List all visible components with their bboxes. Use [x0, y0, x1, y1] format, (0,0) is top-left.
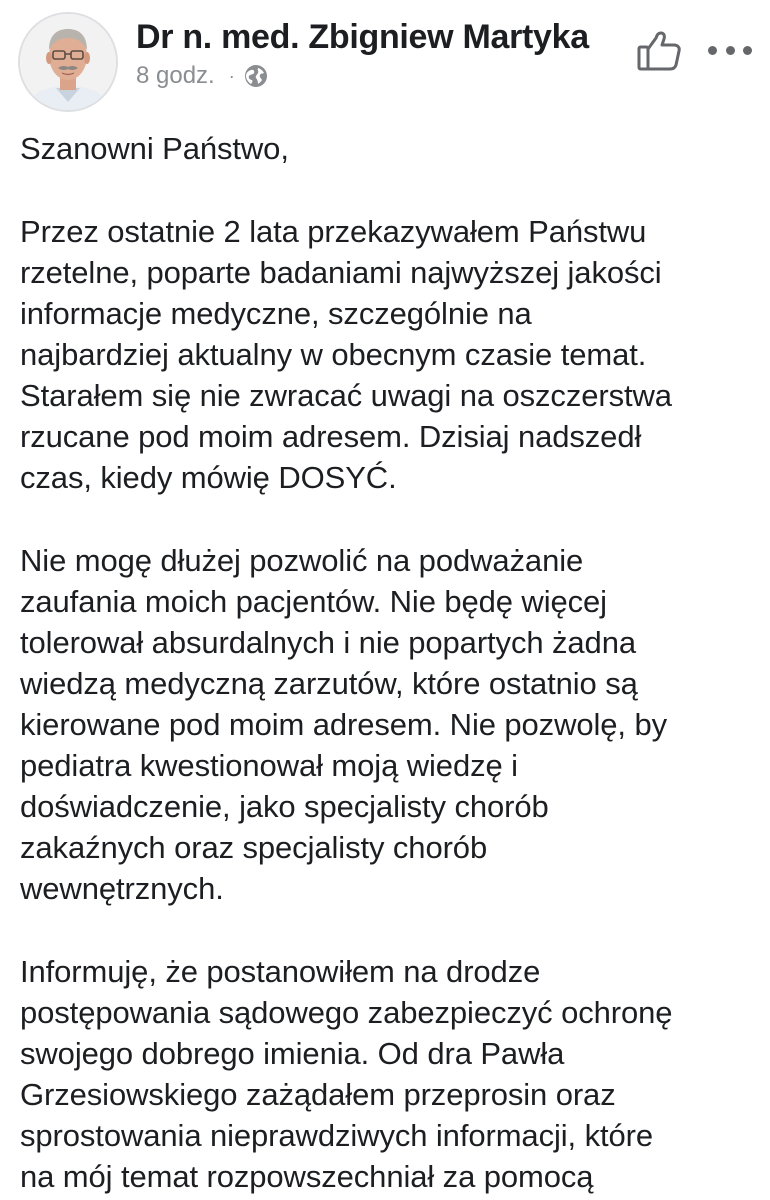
post-meta [136, 61, 269, 91]
post-paragraph-1: Przez ostatnie 2 lata przekazywałem Państwu rzetelne, poparte badaniami najwyższej jakości informacje medyczne, szczególnie na najbardziej aktualny w obecnym czasie temat. Starałem się nie zwracać uwagi na oszczerstwa rzucane pod moim adresem. Dzisiaj nadszedł czas, kiedy mówię DOSYĆ. [20, 214, 672, 495]
author-name[interactable]: Dr n. med. Zbigniew Martyka [136, 18, 589, 56]
meta-separator: · [228, 65, 235, 86]
post-paragraph-3: Informuję, że postanowiłem na drodze postępowania sądowego zabezpieczyć ochronę swojego dobrego imienia. Od dra Pawła Grzesiowskiego zażądałem przeprosin oraz sprostowania nieprawdziwych informacji, które na mój temat rozpowszechniał za pomocą [20, 954, 673, 1194]
post-header [0, 0, 770, 120]
post-timestamp[interactable]: 8 godz. [136, 62, 215, 89]
post-paragraph-greeting: Szanowni Państwo, [20, 131, 289, 166]
more-dot [726, 46, 735, 55]
post-body [20, 128, 755, 1200]
thumbs-up-icon [636, 30, 682, 72]
globe-icon [243, 63, 269, 89]
post-paragraph-2: Nie mogę dłużej pozwolić na podważanie zaufania moich pacjentów. Nie będę więcej tolerował absurdalnych i nie popartych żadna wiedzą medyczną zarzutów, które ostatnio są kierowane pod moim adresem. Nie pozwolę, by pediatra kwestionował moją wiedzę i doświadczenie, jako specjalisty chorób zakaźnych oraz specjalisty chorób wewnętrznych. [20, 543, 668, 906]
more-dot [743, 46, 752, 55]
avatar-photo [20, 14, 116, 110]
more-dot [708, 46, 717, 55]
like-button[interactable] [636, 30, 682, 72]
avatar[interactable] [18, 12, 118, 112]
more-options-button[interactable] [708, 40, 752, 60]
